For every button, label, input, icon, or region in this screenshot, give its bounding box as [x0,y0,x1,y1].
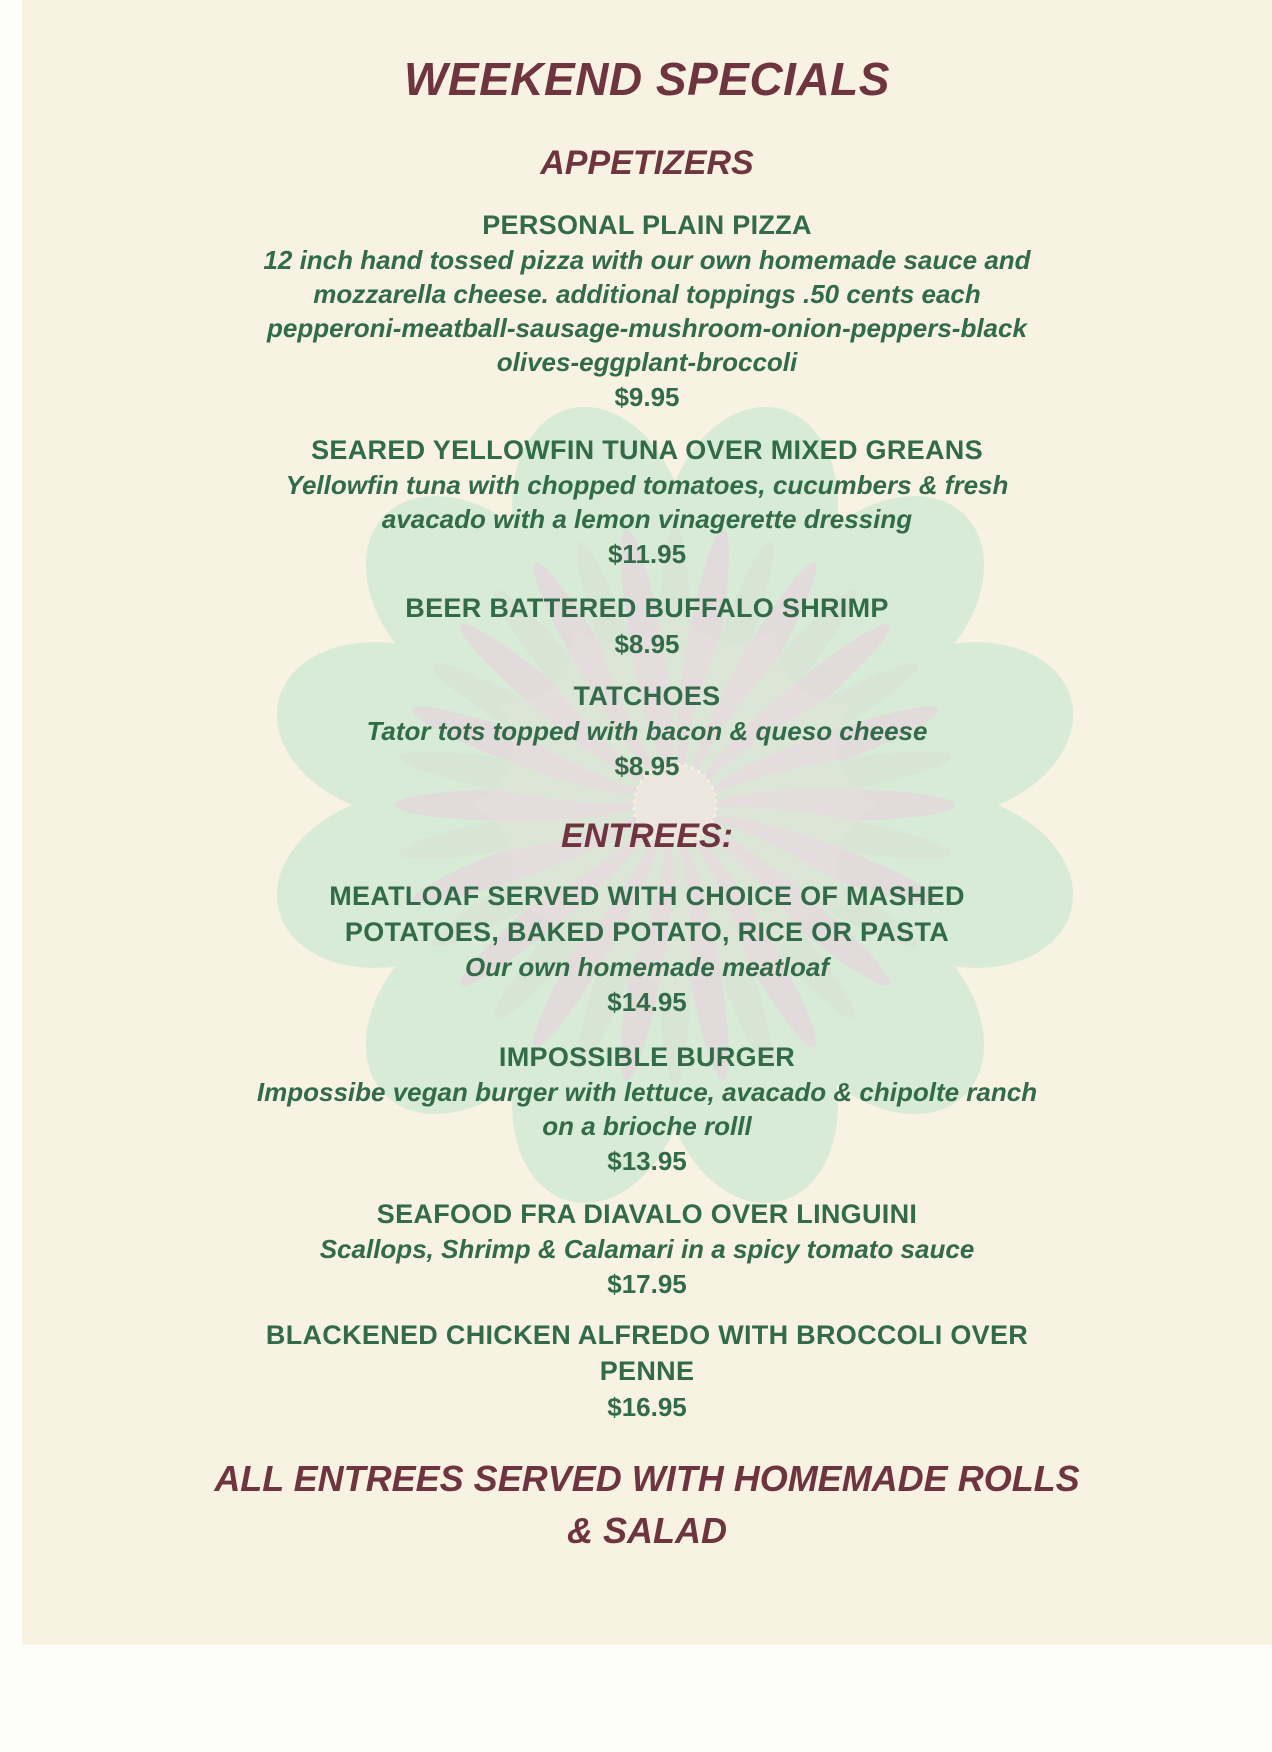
item-price: $8.95 [614,629,680,659]
menu-item-blackened-chicken-alfredo [22,1317,1272,1425]
item-name-line: SEAFOOD FRA DIAVALO OVER LINGUINI [376,1199,918,1229]
item-description-line: Impossibe vegan burger with lettuce, avacado & chipolte ranch [256,1077,1038,1107]
menu-item-impossible-burger [22,1039,1272,1179]
item-description-line: 12 inch hand tossed pizza with our own homemade sauce and [263,245,1031,275]
menu-item-beer-battered-buffalo-shrimp [22,590,1272,662]
item-name-line: MEATLOAF SERVED WITH CHOICE OF MASHED [329,881,965,911]
item-description-line: avacado with a lemon vinagerette dressing [381,504,913,534]
item-description-line: Yellowfin tuna with chopped tomatoes, cucumbers & fresh [285,470,1009,500]
item-name: BEER BATTERED BUFFALO SHRIMP [405,593,889,623]
item-price: $16.95 [607,1392,687,1422]
appetizers-heading: APPETIZERS [540,144,754,182]
menu-page [22,0,1272,1645]
menu-item-tatchoes [22,678,1272,784]
item-description-line: olives-eggplant-broccoli [496,347,798,377]
item-price: $17.95 [607,1269,687,1299]
item-price: $11.95 [607,539,687,569]
item-price: $13.95 [607,1146,687,1176]
item-description-line: on a brioche rolll [542,1111,752,1141]
item-price: $14.95 [607,987,687,1017]
menu-item-seafood-fra-diavalo [22,1196,1272,1302]
entrees-heading: ENTREES: [561,817,733,855]
item-name: TATCHOES [573,681,721,711]
menu-footer-note [22,1453,1272,1557]
menu-item-seared-yellowfin-tuna [22,432,1272,572]
footer-line: ALL ENTREES SERVED WITH HOMEMADE ROLLS [214,1458,1080,1499]
item-name-line: BLACKENED CHICKEN ALFREDO WITH BROCCOLI OVER [265,1320,1029,1350]
item-price: $8.95 [614,751,680,781]
menu-title: WEEKEND SPECIALS [404,53,890,105]
item-description-line: Our own homemade meatloaf [464,952,830,982]
menu-item-personal-plain-pizza [22,207,1272,415]
item-name: PERSONAL PLAIN PIZZA [482,210,812,240]
item-name-line: IMPOSSIBLE BURGER [498,1042,796,1072]
item-description-line: Tator tots topped with bacon & queso cheese [366,716,928,746]
item-description-line: pepperoni-meatball-sausage-mushroom-onion-peppers-black [267,313,1027,343]
item-name-line: PENNE [599,1356,695,1386]
item-name-line: POTATOES, BAKED POTATO, RICE OR PASTA [344,917,950,947]
menu-item-meatloaf [22,878,1272,1020]
item-description-line: Scallops, Shrimp & Calamari in a spicy tomato sauce [319,1234,975,1264]
item-price: $9.95 [614,382,680,412]
item-name: SEARED YELLOWFIN TUNA OVER MIXED GREANS [311,435,983,465]
footer-line: & SALAD [567,1510,727,1551]
item-description-line: mozzarella cheese. additional toppings .50 cents each [313,279,981,309]
